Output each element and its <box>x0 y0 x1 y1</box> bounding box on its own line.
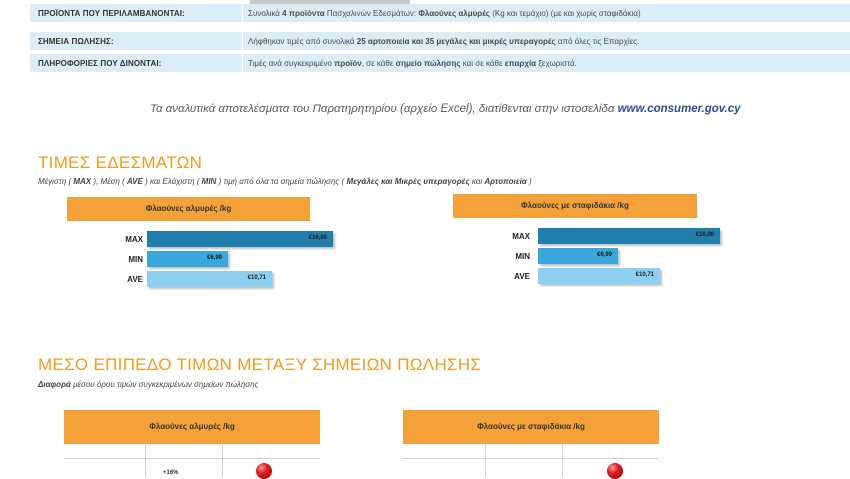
info-value: Τιμές ανά συγκεκριμένο προϊόν, σε κάθε σημείο πώλησης και σε κάθε επαρχία ξεχωριστά. <box>248 59 577 68</box>
table-gridline <box>222 444 223 478</box>
section-subtitle-prices: Μέγιστη ( MAX ), Μέση ( AVE ) και Ελάχιστη ( MIN ) τιμή από όλα τα σημεία πώλησης ( Μεγάλες και Μικρές υπεραγορές και Αρτοποιεία ) <box>38 177 532 186</box>
bar-min <box>147 251 228 267</box>
bar-min <box>538 248 618 264</box>
bar-max <box>538 228 720 244</box>
red-indicator-ball <box>607 463 623 479</box>
bar-category-label: MAX <box>512 232 530 241</box>
red-indicator-ball <box>256 463 272 479</box>
bar-value-label: €6,99 <box>596 252 612 258</box>
section-title-avg-level: ΜΕΣΟ ΕΠΙΠΕΔΟ ΤΙΜΩΝ ΜΕΤΑΞΥ ΣΗΜΕΙΩΝ ΠΩΛΗΣΗΣ <box>38 355 482 374</box>
info-row-points-of-sale <box>30 32 850 52</box>
table-header-raisin-flaounes: Φλαούνες με σταφιδάκια /kg <box>403 410 659 444</box>
table-gridline <box>403 458 659 459</box>
info-row-products <box>30 4 850 24</box>
table-gridline <box>145 444 146 478</box>
table-gridline <box>485 444 486 478</box>
consumer-website-link[interactable]: www.consumer.gov.cy <box>617 103 741 115</box>
chart-header-plain-flaounes: Φλαούνες αλμυρές /kg <box>67 197 310 221</box>
section-title-prices: ΤΙΜΕΣ ΕΔΕΣΜΑΤΩΝ <box>38 153 203 172</box>
info-label: ΠΛΗΡΟΦΟΡΙΕΣ ΠΟΥ ΔΙΝΟΝΤΑΙ: <box>38 59 162 68</box>
bar-max <box>147 231 333 247</box>
bar-category-label: MAX <box>125 235 143 244</box>
table-gridline <box>562 444 563 478</box>
bar-category-label: MIN <box>128 255 143 264</box>
bar-value-label: €16,00 <box>695 232 714 238</box>
info-value: Συνολικά 4 προϊόντα Πασχαλινών Εδεσμάτων: Φλαούνες αλμυρές (Kg και τεμάχιο) (με και χωρίς σταφιδάκια) <box>248 9 641 18</box>
section-subtitle-avg-level: Διαφορά μέσου όρου τιμών συγκεκριμένων σημείων πώλησης <box>38 380 259 389</box>
info-row-information <box>30 54 850 74</box>
bar-value-label: €10,71 <box>635 272 654 278</box>
info-label: ΣΗΜΕΙΑ ΠΩΛΗΣΗΣ: <box>38 37 114 46</box>
bar-ave <box>538 268 660 284</box>
consumer-website-note: Τα αναλυτικά αποτελέσματα του Παρατηρητηρίου (αρχείο Excel), διατίθενται στην ιστοσελίδα www.consumer.gov.cy <box>150 103 741 115</box>
bar-value-label: €16,00 <box>308 235 327 241</box>
bar-category-label: AVE <box>127 275 143 284</box>
info-value: Λήφθηκαν τιμές από συνολικά 25 αρτοποιεία και 35 μεγάλες και μικρές υπεραγορές από όλες τις Επαρχίες. <box>248 37 640 46</box>
info-separator <box>242 32 243 50</box>
chart-header-raisin-flaounes: Φλαούνες με σταφιδάκια /kg <box>453 194 697 218</box>
bar-value-label: €6,99 <box>206 255 222 261</box>
bar-category-label: MIN <box>515 252 530 261</box>
bar-value-label: €10,71 <box>247 275 266 281</box>
info-label: ΠΡΟΪΟΝΤΑ ΠΟΥ ΠΕΡΙΛΑΜΒΑΝΟΝΤΑΙ: <box>38 9 185 18</box>
percent-difference-label: +16% <box>163 470 179 476</box>
table-gridline <box>64 458 320 459</box>
table-header-plain-flaounes: Φλαούνες αλμυρές /kg <box>64 410 320 444</box>
info-separator <box>242 54 243 72</box>
bar-category-label: AVE <box>514 272 530 281</box>
info-separator <box>242 4 243 22</box>
bar-ave <box>147 271 272 287</box>
